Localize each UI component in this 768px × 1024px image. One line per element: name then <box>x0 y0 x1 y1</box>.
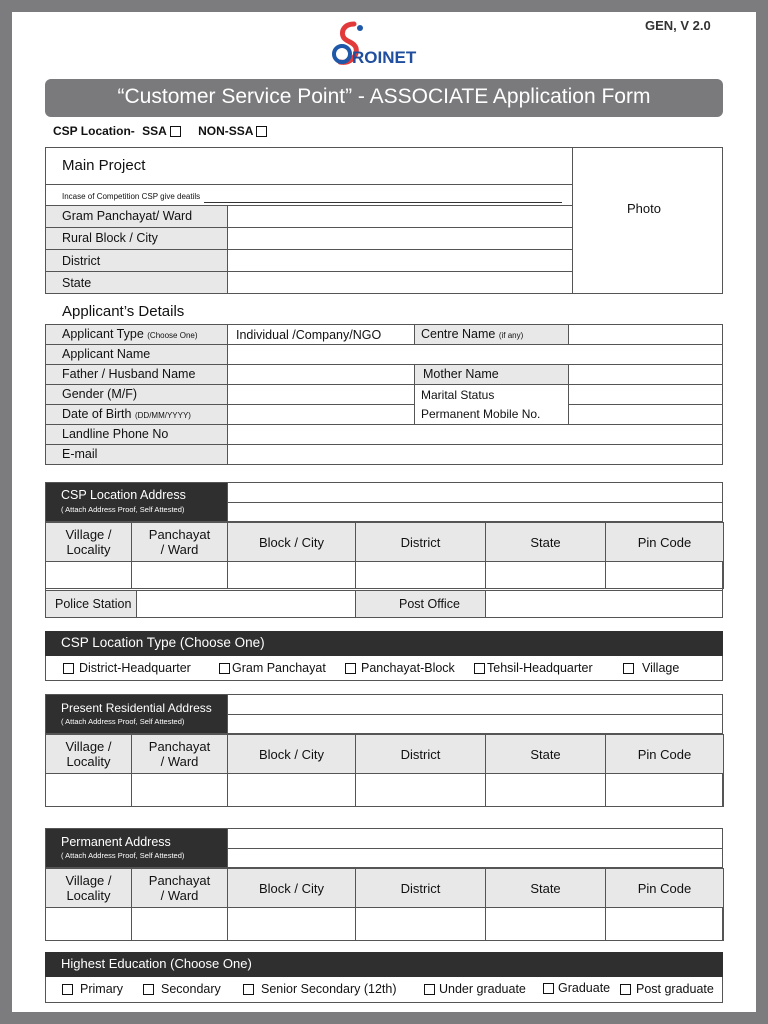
permanent-column-label: State <box>530 881 561 896</box>
applicant-type-label: Applicant Type (Choose One) <box>62 327 198 341</box>
present-address-title-cell <box>45 694 228 734</box>
csp-address-attach-note: ( Attach Address Proof, Self Attested) <box>61 505 185 514</box>
present-column-label: District <box>400 747 441 762</box>
csp-column-label: Block / City <box>258 535 324 550</box>
checkbox[interactable] <box>243 984 254 995</box>
checkbox[interactable] <box>474 663 485 674</box>
option-panchayat-block[interactable]: Panchayat-Block <box>345 661 455 675</box>
checkbox[interactable] <box>543 983 554 994</box>
mother-name-label: Mother Name <box>423 367 499 381</box>
permanent-column-header <box>227 868 356 908</box>
state-label: State <box>62 276 92 290</box>
applicant-name-label: Applicant Name <box>62 347 151 361</box>
present-column-input[interactable] <box>227 773 356 807</box>
permanent-column-header <box>45 868 132 908</box>
permanent-column-input[interactable] <box>227 907 356 941</box>
permanent-address-attach-note: ( Attach Address Proof, Self Attested) <box>61 851 185 860</box>
csp-column-label: Pin Code <box>637 535 692 550</box>
roinet-logo <box>330 20 440 70</box>
option-district-headquarter[interactable]: District-Headquarter <box>63 661 191 675</box>
main-project-title: Main Project <box>62 157 146 174</box>
csp-column-label: State <box>530 535 561 550</box>
permanent-column-header <box>131 868 228 908</box>
checkbox[interactable] <box>424 984 435 995</box>
csp-type-title: CSP Location Type (Choose One) <box>61 635 265 650</box>
photo-label: Photo <box>627 201 661 216</box>
present-address-title: Present Residential Address <box>61 701 212 715</box>
gram-panchayat-input[interactable] <box>227 205 573 228</box>
checkbox[interactable] <box>62 984 73 995</box>
csp-column-input[interactable] <box>605 561 724 589</box>
option-gram-panchayat[interactable]: Gram Panchayat <box>219 661 326 675</box>
present-column-label: Panchayat / Ward <box>148 739 211 769</box>
option-post-graduate[interactable]: Post graduate <box>620 982 714 996</box>
csp-type-title-bar <box>45 631 723 656</box>
checkbox[interactable] <box>63 663 74 674</box>
checkbox[interactable] <box>219 663 230 674</box>
post-office-input[interactable] <box>485 590 723 618</box>
permanent-column-header <box>355 868 486 908</box>
csp-column-header <box>485 522 606 562</box>
option-graduate[interactable]: Graduate <box>543 981 610 995</box>
checkbox[interactable] <box>623 663 634 674</box>
present-column-header <box>131 734 228 774</box>
dob-label: Date of Birth (DD/MM/YYYY) <box>62 407 191 421</box>
present-column-header <box>485 734 606 774</box>
option-tehsil-headquarter[interactable]: Tehsil-Headquarter <box>474 661 593 675</box>
gender-input[interactable] <box>227 384 415 405</box>
mother-name-input[interactable] <box>568 364 723 385</box>
ssa-checkbox[interactable] <box>170 126 181 137</box>
permanent-column-input[interactable] <box>131 907 228 941</box>
email-label: E-mail <box>62 447 98 461</box>
centre-name-label: Centre Name (if any) <box>421 327 524 341</box>
option-secondary[interactable]: Secondary <box>143 982 221 996</box>
present-column-header <box>605 734 724 774</box>
csp-column-input[interactable] <box>227 561 356 589</box>
permanent-column-input[interactable] <box>45 907 132 941</box>
education-title: Highest Education (Choose One) <box>61 956 252 971</box>
permanent-column-label: Block / City <box>258 881 324 896</box>
present-address-line1[interactable] <box>227 694 723 715</box>
marital-status-input[interactable] <box>568 384 723 405</box>
csp-column-input[interactable] <box>355 561 486 589</box>
non-ssa-checkbox[interactable] <box>256 126 267 137</box>
district-label: District <box>62 254 101 268</box>
centre-name-input[interactable] <box>568 324 723 345</box>
present-address-line2[interactable] <box>227 714 723 734</box>
present-column-input[interactable] <box>131 773 228 807</box>
csp-column-input[interactable] <box>485 561 606 589</box>
option-village[interactable]: Village <box>623 661 679 675</box>
district-input[interactable] <box>227 249 573 272</box>
police-station-input[interactable] <box>136 590 356 618</box>
rural-block-label: Rural Block / City <box>62 231 158 245</box>
landline-label: Landline Phone No <box>62 427 169 441</box>
marital-status-label: Marital Status <box>421 388 495 402</box>
applicant-name-input[interactable] <box>227 344 723 365</box>
non-ssa-label: NON-SSA <box>198 124 253 138</box>
csp-column-label: Village / Locality <box>65 527 112 557</box>
csp-column-header <box>355 522 486 562</box>
landline-input[interactable] <box>227 424 723 445</box>
present-column-header <box>355 734 486 774</box>
state-input[interactable] <box>227 271 573 294</box>
option-primary[interactable]: Primary <box>62 982 123 996</box>
csp-location-row <box>53 124 267 138</box>
ssa-label: SSA <box>142 124 167 138</box>
csp-column-header <box>227 522 356 562</box>
option-senior-secondary[interactable]: Senior Secondary (12th) <box>243 982 397 996</box>
csp-address-title: CSP Location Address <box>61 488 186 502</box>
permanent-column-header <box>485 868 606 908</box>
csp-location-label: CSP Location- <box>53 124 135 138</box>
logo-text: ROINET <box>352 48 417 67</box>
education-title-bar <box>45 952 723 977</box>
permanent-column-input[interactable] <box>355 907 486 941</box>
mobile-label: Permanent Mobile No. <box>421 407 541 421</box>
csp-column-header <box>45 522 132 562</box>
present-column-header <box>45 734 132 774</box>
photo-box[interactable] <box>573 148 722 293</box>
email-input[interactable] <box>227 444 723 465</box>
dob-input[interactable] <box>227 404 415 425</box>
police-station-label: Police Station <box>55 597 132 611</box>
competition-note: Incase of Competition CSP give deatils <box>62 192 201 201</box>
csp-column-label: Panchayat / Ward <box>148 527 211 557</box>
post-office-label: Post Office <box>399 597 460 611</box>
present-column-label: Block / City <box>258 747 324 762</box>
rural-block-input[interactable] <box>227 227 573 250</box>
father-name-input[interactable] <box>227 364 415 385</box>
permanent-column-input[interactable] <box>605 907 724 941</box>
csp-column-input[interactable] <box>45 561 132 589</box>
option-under-graduate[interactable]: Under graduate <box>424 982 526 996</box>
mobile-input[interactable] <box>568 404 723 425</box>
form-title: “Customer Service Point” - ASSOCIATE Application Form <box>117 85 651 108</box>
present-column-label: State <box>530 747 561 762</box>
gender-label: Gender (M/F) <box>62 387 138 401</box>
form-title-bar <box>45 79 723 117</box>
permanent-address-line1[interactable] <box>227 828 723 849</box>
application-form-page <box>12 12 756 1012</box>
permanent-column-label: Village / Locality <box>65 873 112 903</box>
csp-address-title-cell <box>45 482 228 522</box>
present-column-header <box>227 734 356 774</box>
present-column-input[interactable] <box>355 773 486 807</box>
present-column-input[interactable] <box>45 773 132 807</box>
csp-column-header <box>131 522 228 562</box>
version-label: GEN, V 2.0 <box>645 18 711 33</box>
permanent-column-label: District <box>400 881 441 896</box>
csp-column-label: District <box>400 535 441 550</box>
present-column-label: Village / Locality <box>65 739 112 769</box>
permanent-column-label: Panchayat / Ward <box>148 873 211 903</box>
csp-address-line2[interactable] <box>227 502 723 522</box>
csp-column-input[interactable] <box>131 561 228 589</box>
permanent-address-title: Permanent Address <box>61 835 171 849</box>
present-address-attach-note: ( Attach Address Proof, Self Attested) <box>61 717 185 726</box>
checkbox[interactable] <box>345 663 356 674</box>
permanent-column-label: Pin Code <box>637 881 692 896</box>
permanent-column-header <box>605 868 724 908</box>
permanent-column-input[interactable] <box>485 907 606 941</box>
gram-panchayat-label: Gram Panchayat/ Ward <box>62 209 193 223</box>
present-column-input[interactable] <box>605 773 724 807</box>
applicant-section-title: Applicant’s Details <box>62 303 185 320</box>
present-column-input[interactable] <box>485 773 606 807</box>
permanent-address-title-cell <box>45 828 228 868</box>
csp-column-header <box>605 522 724 562</box>
present-column-label: Pin Code <box>637 747 692 762</box>
checkbox[interactable] <box>620 984 631 995</box>
checkbox[interactable] <box>143 984 154 995</box>
father-name-label: Father / Husband Name <box>62 367 196 381</box>
applicant-type-value: Individual /Company/NGO <box>236 328 382 342</box>
csp-address-line1[interactable] <box>227 482 723 503</box>
permanent-address-line2[interactable] <box>227 848 723 868</box>
